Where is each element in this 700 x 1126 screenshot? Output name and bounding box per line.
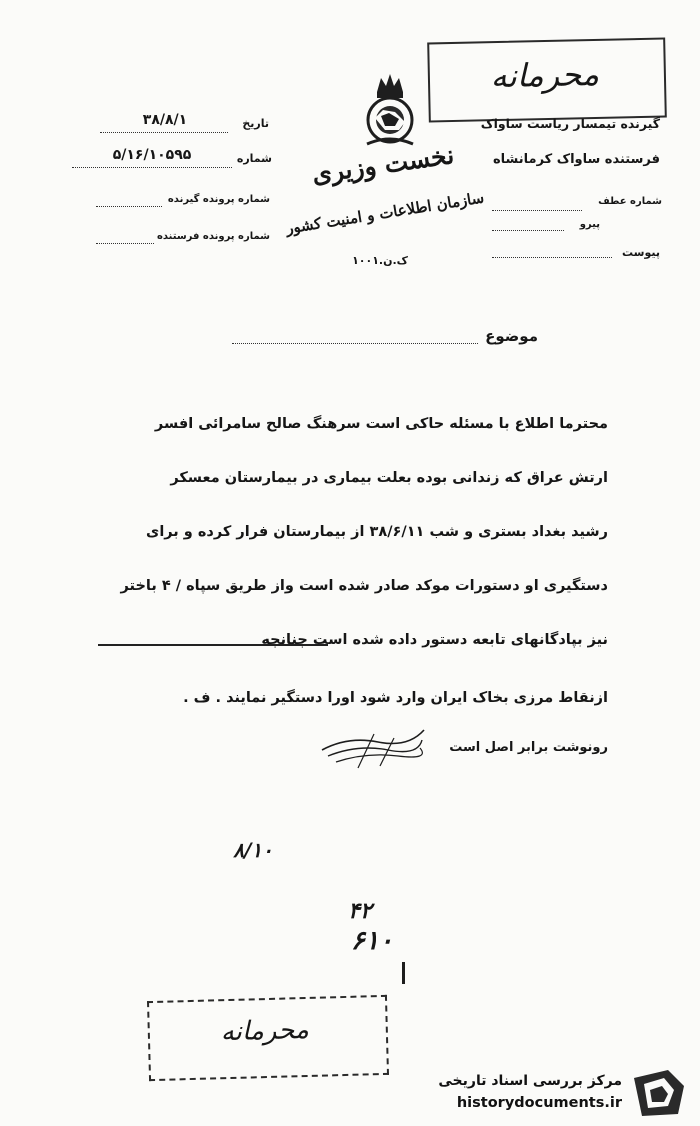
subject-label: موضوع <box>485 327 538 345</box>
archive-logo <box>628 1066 690 1120</box>
number-value: ۵/۱۶/۱۰۵۹۵ <box>112 147 192 163</box>
confidential-stamp-bottom-text: محرمانه <box>220 1014 310 1048</box>
handwritten-mark <box>402 962 405 984</box>
date-value: ۳۸/۸/۱ <box>142 112 188 128</box>
sender-file-line <box>96 243 154 244</box>
body-line-6: ازنقاط مرزی بخاک ایران وارد شود اورا دستگیر نمایند . ف . <box>183 690 608 706</box>
reference-number-line <box>492 210 582 211</box>
signature <box>318 722 428 772</box>
recipient-file-label: شماره پرونده گیرنده <box>167 194 270 205</box>
sender-line: فرستنده ساواک کرمانشاه <box>493 152 660 167</box>
confidential-stamp-top-text: محرمانه <box>490 54 600 96</box>
body-line-3: رشید بغداد بستری و شب ۳۸/۶/۱۱ از بیمارستان فرار کرده و برای <box>146 524 608 540</box>
ministry-title: نخست وزیری <box>310 140 456 189</box>
form-code: ک.ن.۱۰۰۱ <box>352 254 408 267</box>
handwritten-note-date: ۸/۱۰ <box>233 838 273 862</box>
follow-up-label: پیرو <box>579 219 600 230</box>
body-line-5: نیز بپادگانهای تابعه دستور داده شده است چنانچه <box>261 632 608 648</box>
lion-and-sun-emblem <box>355 72 425 150</box>
date-label: تاریخ <box>242 117 269 130</box>
confidential-stamp-bottom <box>147 995 389 1081</box>
recipient-file-line <box>96 206 162 207</box>
organization-title: سازمان اطلاعات و امنیت کشور <box>284 188 486 238</box>
attachment-label: پیوست <box>622 246 660 259</box>
date-line <box>100 132 228 133</box>
confidential-stamp-top <box>427 38 667 123</box>
sender-file-label: شماره پرونده فرستنده <box>157 231 270 242</box>
reference-number-label: شماره عطف <box>598 196 662 207</box>
subject-line <box>232 343 478 344</box>
watermark-url: historydocuments.ir <box>456 1095 622 1111</box>
number-line <box>72 167 232 168</box>
body-line-4: دستگیری او دستورات موکد صادر شده است واز طریق سپاه / ۴ باختر <box>120 578 608 594</box>
number-label: شماره <box>236 152 272 165</box>
body-line-2: ارتش عراق که زندانی بوده بعلت بیماری در بیمارستان معسکر <box>170 470 608 486</box>
body-line-5-dash <box>98 644 328 646</box>
handwritten-note-code: ۶۱۰ <box>351 926 393 956</box>
recipient-line: گیرنده تیمسار ریاست ساواک <box>480 116 660 131</box>
watermark-title: مرکز بررسی اسناد تاریخی <box>438 1073 622 1089</box>
attachment-line <box>492 257 612 258</box>
follow-up-line <box>492 230 564 231</box>
copy-note: رونوشت برابر اصل است <box>449 740 608 755</box>
body-line-1: محترما اطلاع با مسئله حاکی است سرهنگ صالح سامرائی افسر <box>154 416 608 432</box>
handwritten-note-number: ۴۲ <box>348 898 372 924</box>
